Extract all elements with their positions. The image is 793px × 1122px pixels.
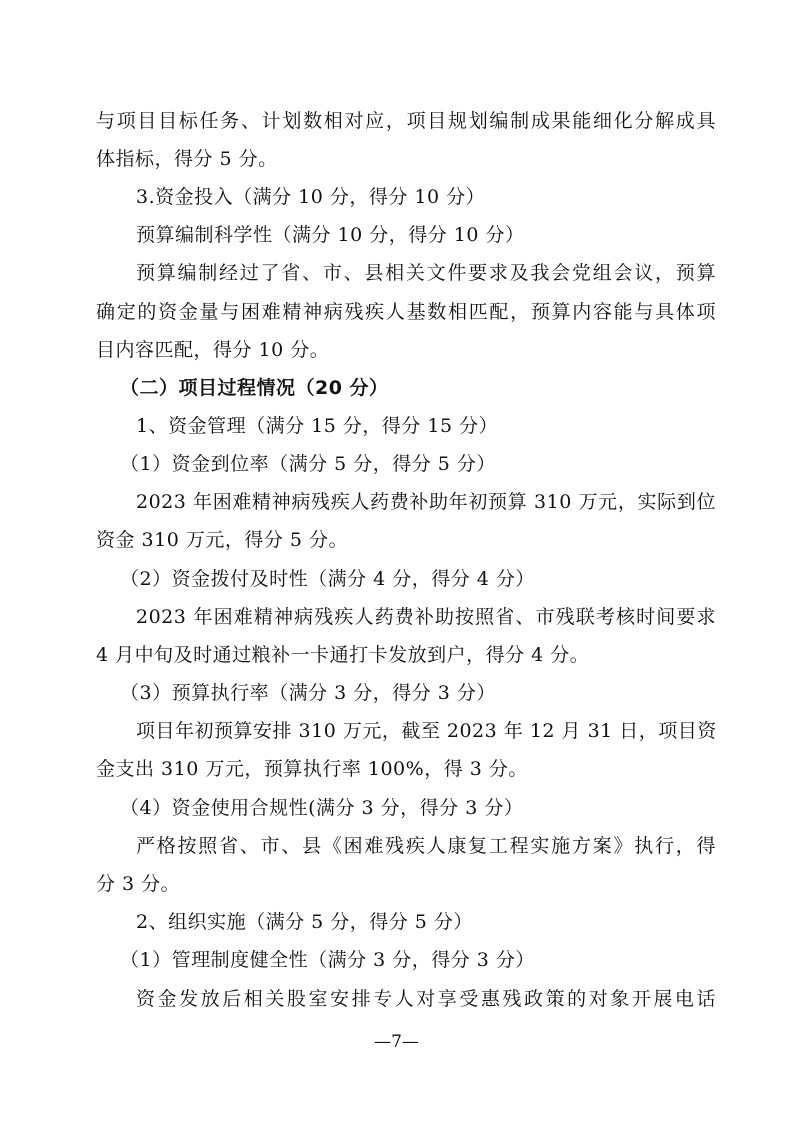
page-number: —7— <box>374 1032 419 1052</box>
paragraph-line: 确定的资金量与困难精神病残疾人基数相匹配，预算内容能与具体项 <box>96 301 716 323</box>
paragraph-line: 2023 年困难精神病残疾人药费补助按照省、市残联考核时间要求 <box>136 606 716 628</box>
paragraph-line: 体指标，得分 5 分。 <box>96 148 278 170</box>
paragraph-line: 目内容匹配，得分 10 分。 <box>96 339 330 361</box>
subsection-heading: （1）资金到位率（满分 5 分，得分 5 分） <box>120 453 496 475</box>
paragraph-line: 与项目目标任务、计划数相对应，项目规划编制成果能细化分解成具 <box>96 110 716 132</box>
subsection-heading: 1、资金管理（满分 15 分，得分 15 分） <box>136 415 499 437</box>
subsection-heading: （2）资金拨付及时性（满分 4 分，得分 4 分） <box>120 568 535 590</box>
paragraph-line: 预算编制经过了省、市、县相关文件要求及我会党组会议，预算 <box>136 262 716 284</box>
paragraph-line: 金支出 310 万元，预算执行率 100%，得 3 分。 <box>96 758 528 780</box>
paragraph-line: 资金发放后相关股室安排专人对享受惠残政策的对象开展电话 <box>136 988 716 1010</box>
paragraph-line: 资金 310 万元，得分 5 分。 <box>96 529 349 551</box>
paragraph-line: 分 3 分。 <box>96 873 181 895</box>
paragraph-line: 严格按照省、市、县《困难残疾人康复工程实施方案》执行，得 <box>136 835 716 857</box>
paragraph-line: 2023 年困难精神病残疾人药费补助年初预算 310 万元，实际到位 <box>136 491 716 513</box>
subsection-heading: （3）预算执行率（满分 3 分，得分 3 分） <box>120 682 496 704</box>
section-heading: 3.资金投入（满分 10 分，得分 10 分） <box>136 186 486 208</box>
subsection-heading: 预算编制科学性（满分 10 分，得分 10 分） <box>136 224 525 246</box>
section-heading: （二）项目过程情况（20 分） <box>120 377 389 399</box>
paragraph-line: 项目年初预算安排 310 万元，截至 2023 年 12 月 31 日，项目资 <box>136 720 717 742</box>
paragraph-line: 4 月中旬及时通过粮补一卡通打卡发放到户，得分 4 分。 <box>96 644 590 666</box>
subsection-heading: （4）资金使用合规性(满分 3 分，得分 3 分） <box>120 797 524 819</box>
subsection-heading: 2、组织实施（满分 5 分，得分 5 分） <box>136 911 473 933</box>
subsection-heading: （1）管理制度健全性（满分 3 分，得分 3 分） <box>120 949 535 971</box>
